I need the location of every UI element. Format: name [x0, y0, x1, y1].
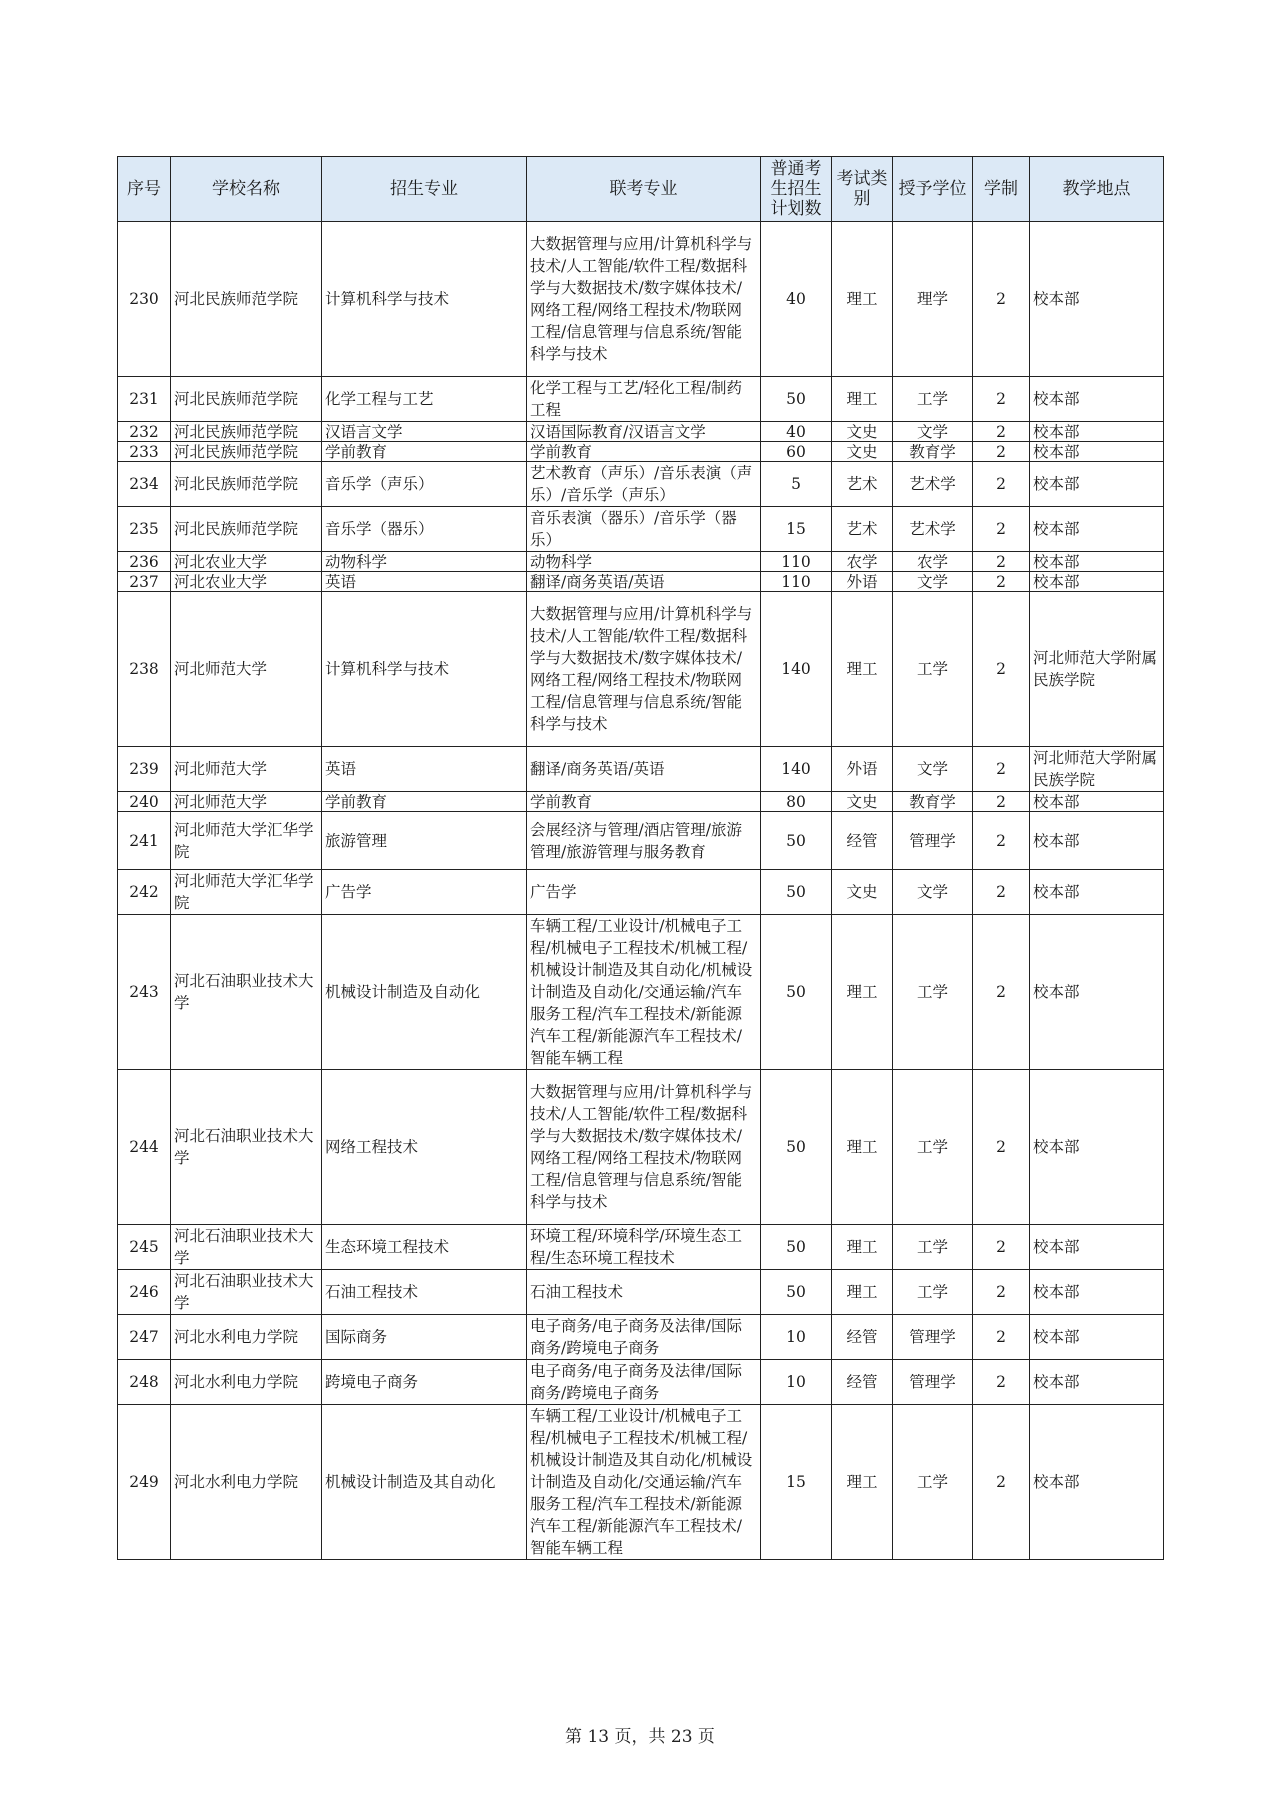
cell-school: 河北农业大学	[171, 572, 322, 592]
cell-major: 广告学	[322, 870, 527, 915]
cell-location: 校本部	[1030, 1315, 1164, 1360]
cell-seq: 241	[118, 812, 171, 870]
cell-joint-major: 学前教育	[527, 792, 761, 812]
header-plan: 普通考生招生计划数	[761, 157, 832, 222]
cell-seq: 239	[118, 747, 171, 792]
cell-plan: 40	[761, 222, 832, 377]
cell-school: 河北民族师范学院	[171, 422, 322, 442]
cell-plan: 110	[761, 572, 832, 592]
cell-location: 校本部	[1030, 870, 1164, 915]
cell-duration: 2	[973, 572, 1030, 592]
cell-seq: 242	[118, 870, 171, 915]
cell-joint-major: 车辆工程/工业设计/机械电子工程/机械电子工程技术/机械工程/机械设计制造及其自动化/机械设计制造及自动化/交通运输/汽车服务工程/汽车工程技术/新能源汽车工程/新能源汽车工程技术/智能车辆工程	[527, 915, 761, 1070]
cell-degree: 教育学	[893, 792, 973, 812]
cell-school: 河北民族师范学院	[171, 222, 322, 377]
cell-seq: 247	[118, 1315, 171, 1360]
cell-category: 经管	[832, 1360, 893, 1405]
cell-joint-major: 动物科学	[527, 552, 761, 572]
cell-seq: 231	[118, 377, 171, 422]
cell-school: 河北石油职业技术大学	[171, 1070, 322, 1225]
cell-joint-major: 石油工程技术	[527, 1270, 761, 1315]
cell-seq: 236	[118, 552, 171, 572]
cell-degree: 工学	[893, 1405, 973, 1560]
table-row	[118, 222, 1164, 377]
cell-location: 校本部	[1030, 1360, 1164, 1405]
cell-major: 化学工程与工艺	[322, 377, 527, 422]
cell-school: 河北石油职业技术大学	[171, 1270, 322, 1315]
header-seq: 序号	[118, 157, 171, 222]
table-row	[118, 1270, 1164, 1315]
cell-duration: 2	[973, 507, 1030, 552]
cell-seq: 232	[118, 422, 171, 442]
cell-seq: 234	[118, 462, 171, 507]
cell-location: 校本部	[1030, 1270, 1164, 1315]
cell-category: 艺术	[832, 462, 893, 507]
cell-category: 文史	[832, 870, 893, 915]
cell-seq: 244	[118, 1070, 171, 1225]
cell-plan: 5	[761, 462, 832, 507]
cell-plan: 15	[761, 507, 832, 552]
table-row	[118, 1360, 1164, 1405]
cell-seq: 245	[118, 1225, 171, 1270]
table-row	[118, 422, 1164, 442]
cell-duration: 2	[973, 592, 1030, 747]
cell-category: 文史	[832, 422, 893, 442]
cell-plan: 80	[761, 792, 832, 812]
cell-location: 校本部	[1030, 507, 1164, 552]
cell-joint-major: 艺术教育（声乐）/音乐表演（声乐）/音乐学（声乐）	[527, 462, 761, 507]
cell-major: 跨境电子商务	[322, 1360, 527, 1405]
cell-joint-major: 车辆工程/工业设计/机械电子工程/机械电子工程技术/机械工程/机械设计制造及其自动化/机械设计制造及自动化/交通运输/汽车服务工程/汽车工程技术/新能源汽车工程/新能源汽车工程技术/智能车辆工程	[527, 1405, 761, 1560]
cell-joint-major: 翻译/商务英语/英语	[527, 572, 761, 592]
cell-degree: 工学	[893, 1225, 973, 1270]
cell-category: 经管	[832, 1315, 893, 1360]
cell-plan: 60	[761, 442, 832, 462]
cell-duration: 2	[973, 1360, 1030, 1405]
cell-seq: 233	[118, 442, 171, 462]
cell-school: 河北水利电力学院	[171, 1315, 322, 1360]
cell-school: 河北师范大学汇华学院	[171, 870, 322, 915]
cell-degree: 管理学	[893, 1360, 973, 1405]
cell-location: 校本部	[1030, 442, 1164, 462]
cell-major: 石油工程技术	[322, 1270, 527, 1315]
cell-category: 文史	[832, 792, 893, 812]
cell-joint-major: 大数据管理与应用/计算机科学与技术/人工智能/软件工程/数据科学与大数据技术/数字媒体技术/网络工程/网络工程技术/物联网工程/信息管理与信息系统/智能科学与技术	[527, 592, 761, 747]
cell-plan: 50	[761, 1225, 832, 1270]
cell-degree: 艺术学	[893, 462, 973, 507]
cell-duration: 2	[973, 915, 1030, 1070]
cell-major: 音乐学（器乐）	[322, 507, 527, 552]
cell-category: 农学	[832, 552, 893, 572]
cell-duration: 2	[973, 377, 1030, 422]
cell-joint-major: 翻译/商务英语/英语	[527, 747, 761, 792]
cell-duration: 2	[973, 1070, 1030, 1225]
cell-major: 动物科学	[322, 552, 527, 572]
cell-duration: 2	[973, 1405, 1030, 1560]
cell-degree: 工学	[893, 1070, 973, 1225]
header-major: 招生专业	[322, 157, 527, 222]
cell-duration: 2	[973, 442, 1030, 462]
cell-duration: 2	[973, 1315, 1030, 1360]
header-category: 考试类别	[832, 157, 893, 222]
cell-degree: 工学	[893, 915, 973, 1070]
table-row	[118, 1070, 1164, 1225]
table-row	[118, 552, 1164, 572]
cell-plan: 50	[761, 377, 832, 422]
cell-school: 河北民族师范学院	[171, 462, 322, 507]
cell-major: 生态环境工程技术	[322, 1225, 527, 1270]
cell-location: 校本部	[1030, 915, 1164, 1070]
cell-major: 机械设计制造及自动化	[322, 915, 527, 1070]
cell-joint-major: 大数据管理与应用/计算机科学与技术/人工智能/软件工程/数据科学与大数据技术/数字媒体技术/网络工程/网络工程技术/物联网工程/信息管理与信息系统/智能科学与技术	[527, 222, 761, 377]
cell-plan: 15	[761, 1405, 832, 1560]
cell-category: 理工	[832, 915, 893, 1070]
table-row	[118, 812, 1164, 870]
cell-location: 校本部	[1030, 462, 1164, 507]
cell-joint-major: 汉语国际教育/汉语言文学	[527, 422, 761, 442]
cell-category: 理工	[832, 1225, 893, 1270]
table-row	[118, 1225, 1164, 1270]
cell-major: 学前教育	[322, 442, 527, 462]
table-row	[118, 747, 1164, 792]
cell-major: 国际商务	[322, 1315, 527, 1360]
cell-school: 河北水利电力学院	[171, 1405, 322, 1560]
cell-category: 理工	[832, 1405, 893, 1560]
cell-joint-major: 电子商务/电子商务及法律/国际商务/跨境电子商务	[527, 1360, 761, 1405]
cell-seq: 230	[118, 222, 171, 377]
enrollment-table	[117, 156, 1164, 1560]
enrollment-table-container	[117, 156, 1163, 1560]
cell-major: 英语	[322, 747, 527, 792]
cell-duration: 2	[973, 812, 1030, 870]
cell-joint-major: 会展经济与管理/酒店管理/旅游管理/旅游管理与服务教育	[527, 812, 761, 870]
cell-school: 河北师范大学	[171, 592, 322, 747]
cell-school: 河北水利电力学院	[171, 1360, 322, 1405]
cell-location: 河北师范大学附属民族学院	[1030, 747, 1164, 792]
cell-major: 计算机科学与技术	[322, 222, 527, 377]
cell-joint-major: 音乐表演（器乐）/音乐学（器乐）	[527, 507, 761, 552]
cell-major: 网络工程技术	[322, 1070, 527, 1225]
cell-plan: 40	[761, 422, 832, 442]
cell-degree: 艺术学	[893, 507, 973, 552]
cell-degree: 管理学	[893, 812, 973, 870]
table-row	[118, 870, 1164, 915]
cell-degree: 文学	[893, 870, 973, 915]
cell-degree: 农学	[893, 552, 973, 572]
cell-joint-major: 大数据管理与应用/计算机科学与技术/人工智能/软件工程/数据科学与大数据技术/数字媒体技术/网络工程/网络工程技术/物联网工程/信息管理与信息系统/智能科学与技术	[527, 1070, 761, 1225]
cell-location: 校本部	[1030, 422, 1164, 442]
cell-joint-major: 环境工程/环境科学/环境生态工程/生态环境工程技术	[527, 1225, 761, 1270]
cell-joint-major: 学前教育	[527, 442, 761, 462]
cell-plan: 50	[761, 915, 832, 1070]
cell-degree: 文学	[893, 572, 973, 592]
header-duration: 学制	[973, 157, 1030, 222]
cell-category: 文史	[832, 442, 893, 462]
cell-plan: 10	[761, 1360, 832, 1405]
cell-duration: 2	[973, 1270, 1030, 1315]
cell-seq: 246	[118, 1270, 171, 1315]
cell-major: 汉语言文学	[322, 422, 527, 442]
cell-seq: 240	[118, 792, 171, 812]
cell-seq: 237	[118, 572, 171, 592]
cell-school: 河北师范大学汇华学院	[171, 812, 322, 870]
cell-degree: 工学	[893, 1270, 973, 1315]
cell-category: 经管	[832, 812, 893, 870]
cell-seq: 249	[118, 1405, 171, 1560]
cell-school: 河北民族师范学院	[171, 507, 322, 552]
table-row	[118, 1405, 1164, 1560]
table-header-row	[118, 157, 1164, 222]
cell-plan: 50	[761, 870, 832, 915]
cell-category: 艺术	[832, 507, 893, 552]
table-row	[118, 915, 1164, 1070]
cell-school: 河北民族师范学院	[171, 442, 322, 462]
page-footer: 第 13 页，共 23 页	[565, 1727, 715, 1747]
cell-duration: 2	[973, 422, 1030, 442]
cell-category: 理工	[832, 1270, 893, 1315]
cell-joint-major: 广告学	[527, 870, 761, 915]
table-row	[118, 462, 1164, 507]
cell-plan: 50	[761, 1270, 832, 1315]
cell-degree: 工学	[893, 377, 973, 422]
table-row	[118, 572, 1164, 592]
cell-school: 河北石油职业技术大学	[171, 915, 322, 1070]
cell-plan: 110	[761, 552, 832, 572]
cell-school: 河北农业大学	[171, 552, 322, 572]
header-joint-major: 联考专业	[527, 157, 761, 222]
cell-degree: 管理学	[893, 1315, 973, 1360]
cell-plan: 50	[761, 1070, 832, 1225]
cell-plan: 50	[761, 812, 832, 870]
cell-location: 校本部	[1030, 552, 1164, 572]
cell-seq: 235	[118, 507, 171, 552]
cell-location: 校本部	[1030, 1225, 1164, 1270]
table-row	[118, 792, 1164, 812]
cell-category: 理工	[832, 222, 893, 377]
cell-seq: 238	[118, 592, 171, 747]
cell-location: 校本部	[1030, 812, 1164, 870]
cell-degree: 文学	[893, 422, 973, 442]
cell-location: 校本部	[1030, 377, 1164, 422]
cell-plan: 140	[761, 747, 832, 792]
table-row	[118, 442, 1164, 462]
cell-major: 旅游管理	[322, 812, 527, 870]
cell-location: 校本部	[1030, 1405, 1164, 1560]
cell-duration: 2	[973, 222, 1030, 377]
cell-seq: 248	[118, 1360, 171, 1405]
cell-major: 机械设计制造及其自动化	[322, 1405, 527, 1560]
table-row	[118, 377, 1164, 422]
cell-degree: 教育学	[893, 442, 973, 462]
cell-degree: 文学	[893, 747, 973, 792]
cell-location: 校本部	[1030, 222, 1164, 377]
cell-school: 河北师范大学	[171, 747, 322, 792]
cell-location: 河北师范大学附属民族学院	[1030, 592, 1164, 747]
cell-duration: 2	[973, 552, 1030, 572]
cell-location: 校本部	[1030, 792, 1164, 812]
cell-location: 校本部	[1030, 572, 1164, 592]
cell-degree: 理学	[893, 222, 973, 377]
cell-category: 理工	[832, 377, 893, 422]
cell-duration: 2	[973, 462, 1030, 507]
cell-category: 外语	[832, 747, 893, 792]
table-row	[118, 592, 1164, 747]
cell-major: 音乐学（声乐）	[322, 462, 527, 507]
cell-category: 理工	[832, 592, 893, 747]
header-school: 学校名称	[171, 157, 322, 222]
cell-major: 学前教育	[322, 792, 527, 812]
cell-seq: 243	[118, 915, 171, 1070]
cell-joint-major: 电子商务/电子商务及法律/国际商务/跨境电子商务	[527, 1315, 761, 1360]
cell-category: 理工	[832, 1070, 893, 1225]
cell-duration: 2	[973, 870, 1030, 915]
header-degree: 授予学位	[893, 157, 973, 222]
cell-location: 校本部	[1030, 1070, 1164, 1225]
cell-school: 河北石油职业技术大学	[171, 1225, 322, 1270]
cell-school: 河北师范大学	[171, 792, 322, 812]
header-location: 教学地点	[1030, 157, 1164, 222]
cell-degree: 工学	[893, 592, 973, 747]
cell-joint-major: 化学工程与工艺/轻化工程/制药工程	[527, 377, 761, 422]
cell-school: 河北民族师范学院	[171, 377, 322, 422]
cell-major: 英语	[322, 572, 527, 592]
table-row	[118, 507, 1164, 552]
cell-plan: 140	[761, 592, 832, 747]
cell-duration: 2	[973, 747, 1030, 792]
table-row	[118, 1315, 1164, 1360]
cell-duration: 2	[973, 1225, 1030, 1270]
cell-category: 外语	[832, 572, 893, 592]
cell-major: 计算机科学与技术	[322, 592, 527, 747]
cell-duration: 2	[973, 792, 1030, 812]
cell-plan: 10	[761, 1315, 832, 1360]
